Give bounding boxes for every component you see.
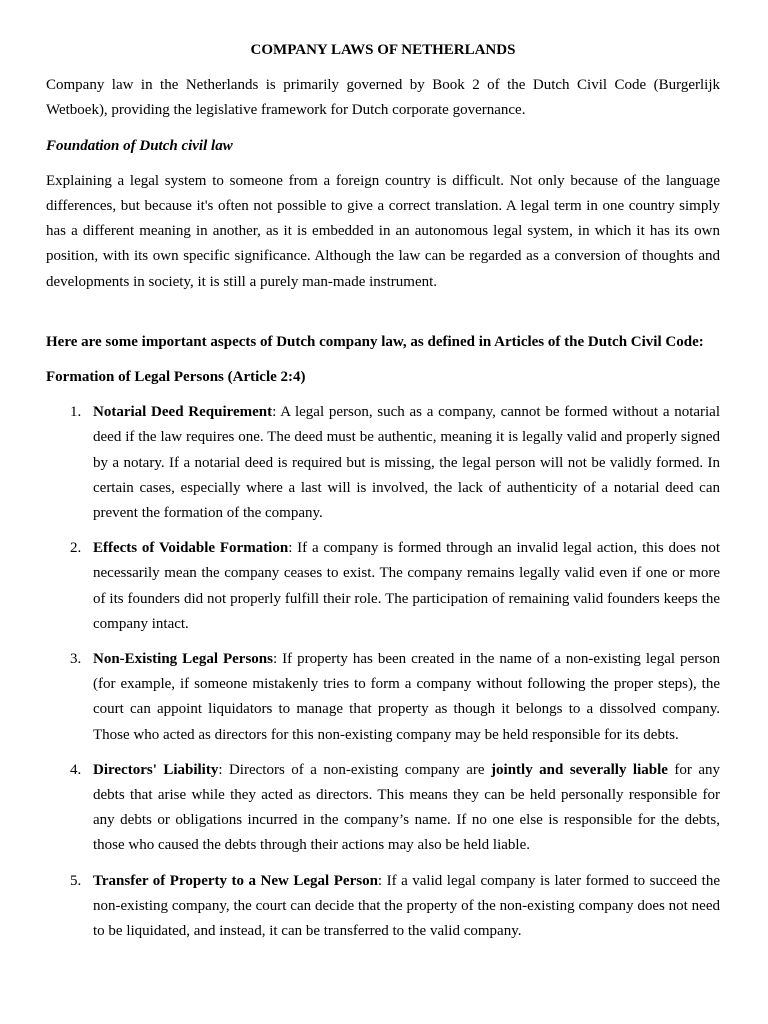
list-item-number: 1. [70,404,82,421]
list-item-term: Transfer of Property to a New Legal Person [93,872,378,889]
aspects-heading: Here are some important aspects of Dutch company law, as defined in Articles of the Dutch Civil Code: [46,333,704,350]
aspects-list [46,400,720,944]
list-item [46,869,720,945]
list-item-number: 4. [70,761,82,778]
list-item-number: 5. [70,872,82,889]
list-item-text-continued: for any debts that arise while they acted as directors. This means they can be held personally responsible for any debts or obligations incurred in the company’s name. If no one else is responsible for the debts, those who caused the debts through their actions may also be held liable. [93,761,721,854]
list-item-term: Directors' Liability [93,761,219,778]
list-item [46,758,720,859]
document-title: COMPANY LAWS OF NETHERLANDS [250,42,516,58]
formation-heading: Formation of Legal Persons (Article 2:4) [46,369,306,386]
document-body [46,38,720,954]
section-heading-foundation: Foundation of Dutch civil law [46,137,233,154]
list-item-number: 2. [70,540,82,557]
list-item-text: : Directors of a non-existing company are [218,761,492,778]
list-item [46,400,720,526]
intro-paragraph: Company law in the Netherlands is primarily governed by Book 2 of the Dutch Civil Code (Burgerlijk Wetboek), providing the legislative framework for Dutch corporate governance. [46,77,720,119]
list-item-term: Effects of Voidable Formation [93,540,289,557]
list-item-text: : If property has been created in the name of a non-existing legal person (for example, if someone mistakenly tries to form a company without following the proper steps), the court can appoint liquidators to manage that property as though it belongs to a dissolved company. Those who acted as directors for this non-existing company may be held responsible for its debts. [93,651,720,743]
list-item-number: 3. [70,651,82,668]
list-item-emphasis: jointly and severally liable [491,761,668,778]
list-item-text: : A legal person, such as a company, cannot be formed without a notarial deed if the law requires one. The deed must be authentic, meaning it is legally valid and properly signed by a notary. If a notarial deed is required but is missing, the legal person will not be validly formed. In certain cases, especially where a last will is involved, the lack of authenticity of a notarial deed can prevent the formation of the company. [93,404,721,522]
list-item [46,536,720,637]
list-item [46,647,720,748]
blank-line [46,305,720,330]
list-item-text: : If a company is formed through an invalid legal action, this does not necessarily mean the company ceases to exist. The company remains legally valid even if one or more of its founders did not properly fulfill their role. The participation of remaining valid founders keeps the company intact. [93,540,720,632]
list-item-term: Notarial Deed Requirement [93,404,273,421]
list-item-text: : If a valid legal company is later formed to succeed the non-existing company, the court can decide that the property of the non-existing company does not need to be liquidated, and instead, it can be transferred to the valid company. [93,872,720,940]
foundation-paragraph: Explaining a legal system to someone from a foreign country is difficult. Not only because of the language differences, but because it's often not possible to give a correct translation. A legal term in one country simply has a different meaning in another, as it is embedded in an autonomous legal system, in which it has its own position, with its own specific significance. Although the law can be regarded as a conversion of thoughts and developments in society, it is still a purely man-made instrument. [46,172,720,290]
list-item-term: Non-Existing Legal Persons [93,651,273,668]
